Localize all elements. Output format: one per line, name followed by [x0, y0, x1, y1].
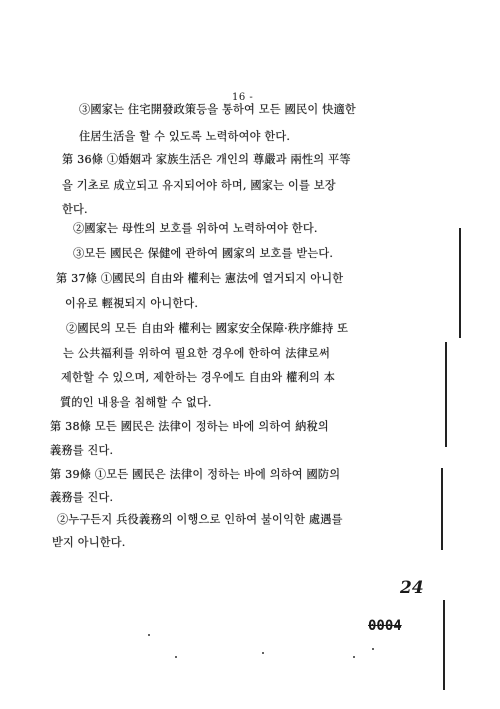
page-number: 16 -	[232, 92, 254, 103]
text-line: 을 기초로 成立되고 유지되어야 하며, 國家는 이를 보장	[62, 179, 336, 192]
text-line: 義務를 진다.	[50, 444, 114, 457]
archive-page-number: 24	[400, 578, 424, 598]
scan-speck	[372, 648, 374, 650]
text-line: ②國家는 母性의 보호를 위하여 노력하여야 한다.	[73, 222, 318, 235]
scan-speck	[175, 656, 177, 658]
text-line: 받지 아니한다.	[52, 536, 126, 549]
text-line: ③國家는 住宅開發政策등을 통하여 모든 國民이 快適한	[79, 103, 356, 116]
text-line: 는 公共福利를 위하여 필요한 경우에 한하여 法律로써	[63, 347, 330, 360]
scan-speck	[148, 634, 150, 636]
text-line: ②누구든지 兵役義務의 이행으로 인하여 불이익한 處遇를	[57, 513, 343, 526]
text-line: 第 39條 ①모든 國民은 法律이 정하는 바에 의하여 國防의	[50, 468, 341, 481]
scan-edge-line	[459, 228, 461, 338]
text-line: 한다.	[62, 203, 88, 216]
archive-code: 0004	[368, 618, 402, 634]
scan-edge-line	[445, 342, 447, 447]
scan-speck	[353, 656, 355, 658]
text-line: 質的인 내용을 침해할 수 없다.	[60, 396, 212, 409]
text-line: 第 37條 ①國民의 自由와 權利는 憲法에 열거되지 아니한	[56, 272, 344, 285]
scan-edge-line	[441, 468, 443, 550]
text-line: 第 36條 ①婚姻과 家族生活은 개인의 尊嚴과 兩性의 平等	[62, 153, 351, 166]
text-line: 義務를 진다.	[50, 491, 114, 504]
text-line: ②國民의 모든 自由와 權利는 國家安全保障·秩序維持 또	[66, 322, 349, 335]
text-line: 第 38條 모든 國民은 法律이 정하는 바에 의하여 納稅의	[50, 420, 329, 433]
text-line: 제한할 수 있으며, 제한하는 경우에도 自由와 權利의 本	[61, 371, 336, 384]
text-line: 이유로 輕視되지 아니한다.	[65, 297, 199, 310]
scan-edge-line	[443, 600, 445, 690]
text-line: ③모든 國民은 保健에 관하여 國家의 보호를 받는다.	[73, 247, 334, 260]
text-line: 住居生活을 할 수 있도록 노력하여야 한다.	[79, 130, 291, 143]
scan-speck	[262, 652, 264, 654]
